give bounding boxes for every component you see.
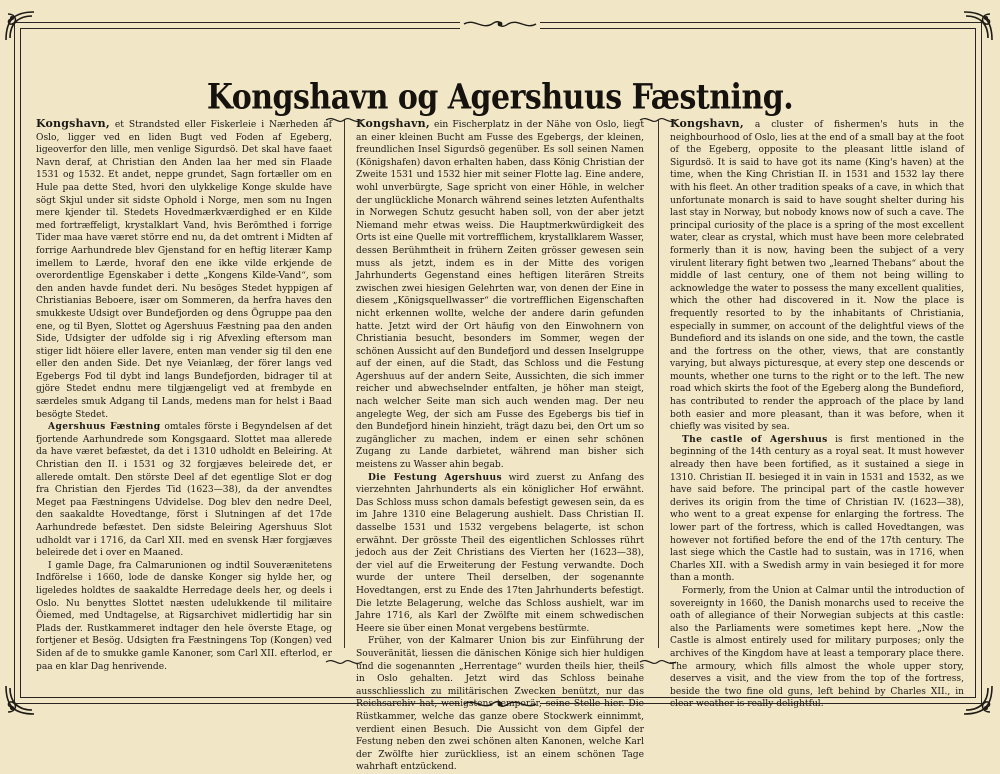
column-german	[356, 117, 644, 773]
column-english	[670, 117, 964, 710]
paragraph-text: I gamle Dage, fra Calmarunionen og indtil Souverænitetens Indförelse i 1660, lode de danske Konger sig hylde her, og ligeledes holdtes de saakaldte Herredage deels her, og deels i Oslo. Nu benyttes Slottet næsten udelukkende til militaire Öiemed, med Undtagelse, at Rigsarchivet midlertidig har sin Plads der. Rustkammeret indtager den hele överste Etage, og fortjener et Besög. Udsigten fra Fæstningens Top (Kongen) ved Siden af de to smukke gamle Kanoner, som Carl XII. efterlod, er paa en klar Dag henrivende.	[36, 560, 332, 672]
paragraph-lead: Kongshavn,	[356, 117, 430, 130]
paragraph-text: Formerly, from the Union at Calmar until the introduction of sovereignty in 1660, the Danish monarchs used to receive the oath of allegiance of their Norwegian subjects at this castle: also the Parliaments were sometimes kept here. „Now the Castle is almost entirely used for military purposes; only the archives of the Kingdom have at least a temporary place there. The armoury, which fills almost the whole upper story, deserves a visit, and the view from the top of the fortress, beside the two fine old guns, left behind by Charles XII., in clear weather is really delightful.	[670, 585, 964, 710]
paragraph-history	[356, 635, 644, 774]
paragraph-kongshavn	[356, 118, 644, 472]
corner-ornament-icon	[2, 8, 38, 44]
paragraph-lead: The castle of Agershuus	[682, 433, 828, 445]
paragraph-text: wird zuerst zu Anfang des vierzehnten Jahrhunderts als ein königlicher Hof erwähnt. Das Schloss muss schon damals befestigt gewesen sein, da es im Jahre 1310 eine Belagerung aushielt. Dass Christian II. dasselbe 1531 und 1532 vergebens belagerte, ist schon erwähnt. Der grösste Theil des eigentlichen Schlosses rührt jedoch aus der Zeit Christians des Vierten her (1623—38), der viel auf die Erweiterung der Festung verwandte. Doch wurde der untere Theil derselben, der sogenannte Hovedtangen, erst zu Ende des 17ten Jahrhunderts befestigt. Die letzte Belagerung, welche das Schloss aushielt, war im Jahre 1716, als Karl der Zwölfte mit einem schwedischen Heere sie über einen Monat vergebens bestürmte.	[356, 472, 644, 634]
paragraph-text: et Strandsted eller Fiskerleie i Nærheden af Oslo, ligger ved en liden Bugt ved Foden af Egeberg, ligeoverfor den lille, men venlige Sigurdsö. Det skal have faaet Navn deraf, at Christian den Anden laa her med sin Flaade 1531 og 1532. Et andet, neppe grundet, Sagn fortæller om en Hule paa dette Sted, hvori den ulykkelige Konge skulde have sögt Skjul under sit sidste Ophold i Norge, men som nu Ingen mere kjender til. Stedets Hovedmærkværdighed er en Kilde med fortræffeligt, krystalklart Vand, hvis Berömthed i forrige Tider maa have været större end nu, da det omtrent i Midten af forrige Aarhundrede blev Gjenstand for en heftig literær Kamp imellem to Lærde, hvoraf den ene ikke vilde erkjende de overordentlige Egenskaber i dette „Kongens Kilde-Vand“, som den anden havde fundet deri. Nu besöges Stedet hyppigen af Christianias Beboere, især om Sommeren, da herfra haves den smukkeste Udsigt over Bundefjorden og dens Ögruppe paa den ene, og til Byen, Slottet og Agershuus Fæstning paa den anden Side, Udsigter der udfolde sig i rig Afvexling eftersom man stiger lidt höiere eller lavere, enten man vender sig til den ene eller den anden Side. Det nye Veianlæg, der förer langs ved Egebergs Fod til dybt ind langs Bundefjorden, bidrager til at gjöre Stedet endnu mere tilgjængeligt ved at frembyde en særdeles smuk Adgang til Lands, medens man for helst i Baad besögte Stedet.	[36, 120, 332, 420]
paragraph-lead: Kongshavn,	[670, 117, 744, 130]
column-danish	[36, 117, 332, 672]
paragraph-text: is first mentioned in the beginning of the 14th century as a royal seat. It must however already then have been fortified, as it sustained a siege in 1310. Christian II. besieged it in vain in 1531 and 1532, as we have said before. The principal part of the castle however derives its origin from the time of Christian IV. (1623—38), who went to a great expense for enlarging the fortress. The lower part of the fortress, which is called Hovedtangen, was however not fortified before the end of the 17th century. The last siege which the Castle had to sustain, was in 1716, when Charles XII. with a Swedish army in vain besieged it for more than a month.	[670, 434, 964, 584]
paragraph-lead: Die Festung Agershuus	[368, 471, 502, 483]
paragraph-lead: Agershuus Fæstning	[48, 421, 161, 433]
paragraph-history	[36, 560, 332, 673]
paragraph-lead: Kongshavn,	[36, 117, 110, 130]
paragraph-agershuus	[356, 472, 644, 636]
paragraph-text: ein Fischerplatz in der Nähe von Oslo, liegt an einer kleinen Bucht am Fusse des Egebergs, der kleinen, freundlichen Insel Sigurdsö gegenüber. Es soll seinen Namen (Königshafen) davon erhalten haben, dass König Christian der Zweite 1531 und 1532 hier mit seiner Flotte lag. Eine andere, wohl unverbürgte, Sage spricht von einer Höhle, in welcher der unglückliche Monarch während seines letzten Aufenthalts in Norwegen Schutz gesucht haben soll, von der aber jetzt Niemand mehr etwas weiss. Die Hauptmerkwürdigkeit des Orts ist eine Quelle mit vortrefflichem, krystallklarem Wasser, dessen Berühmtheit in frühern Zeiten grösser gewesen sein muss als jetzt, indem es in der Mitte des vorigen Jahrhunderts Gegenstand eines heftigen literären Streits zwischen zwei hiesigen Gelehrten war, von denen der Eine in diesem „Königsquellwasser“ die vortrefflichen Eigenschaften nicht erkennen wollte, welche der andere darin gefunden hatte. Jetzt wird der Ort häufig von den Einwohnern von Christiania besucht, besonders im Sommer, wegen der schönen Aussicht auf den Bundefjord und dessen Inselgruppe auf der einen, auf die Stadt, das Schloss und die Festung Agershuus auf der andern Seite, Aussichten, die sich immer reicher und abwechselnder entfalten, je höher man steigt, nach welcher Seite man sich auch wenden mag. Der neu angelegte Weg, der sich am Fusse des Egebergs bis tief in den Bundefjord hinein hinzieht, trägt dazu bei, den Ort um so zugänglicher zu machen, indem er einen sehr schönen Zugang zu Lande darbietet, während man bisher sich meistens zu Wasser ahin begab.	[356, 120, 644, 471]
page-title: Kongshavn og Agershuus Fæstning.	[206, 77, 794, 118]
paragraph-history	[670, 585, 964, 711]
paragraph-agershuus	[36, 421, 332, 560]
top-ornament-icon	[460, 16, 540, 30]
paragraph-kongshavn	[36, 118, 332, 421]
paragraph-text: a cluster of fishermen's huts in the neighbourhood of Oslo, lies at the end of a small bay at the foot of the Egeberg, opposite to the pleasant little island of Sigurdsö. It is said to have got its name (King's haven) at the time, when the King Christian II. in 1531 and 1532 lay there with his fleet. An other tradition speaks of a cave, in which that unfortunate monarch is said to have sought shelter during his last stay in Norway, but nobody knows now of such a cave. The principal curiosity of the place is a spring of the most excellent water, clear as crystal, which must have been more celebrated formerly than it is now, having been the subject of a very virulent literary fight betwen two „learned Thebans“ about the middle of last century, one of them not being willing to acknowledge the water to possess the many excellent qualities, which the other had discovered in it. Now the place is frequently resorted to by the inhabitants of Christiania, especially in summer, on account of the delightful views of the Bundefiord and its islands on one side, and the town, the castle and the fortress on the other, views, that are constantly varying, but always picturesque, at every step one descends or mounts, whether one turns to the right or to the left. The new road which skirts the foot of the Egeberg along the Bundefiord, has contributed to render the approach of the place by land both easier and more pleasant, than it was before, when it chiefly was visited by sea.	[670, 120, 964, 433]
column-divider	[344, 120, 345, 648]
paragraph-kongshavn	[670, 118, 964, 434]
paragraph-text: omtales förste i Begyndelsen af det fjortende Aarhundrede som Kongsgaard. Slottet maa allerede da have været befæstet, da det i 1310 udholdt en Beleiring. At Christian den II. i 1531 og 32 forgjæves beleirede det, er allerede omtalt. Den störste Deel af det egentlige Slot er dog fra Christian den Fjerdes Tid (1623—38), da der anvendtes Meget paa Fæstningens Udvidelse. Dog blev den nedre Deel, den saakaldte Hovedtange, först i Slutningen af det 17de Aarhundrede befæstet. Den sidste Beleiring Agershuus Slot udholdt var i 1716, da Carl XII. med en svensk Hær forgjæves beleirede det i over en Maaned.	[36, 422, 332, 559]
paragraph-text: Früher, von der Kalmarer Union bis zur Einführung der Souveränität, liessen die dänischen Könige sich hier huldigen und die sogenannten „Herrentage“ wurden theils hier, theils in Oslo gehalten. Jetzt wird das Schloss beinahe ausschliesslich zu militärischen Zwecken benützt, nur das Reichsarchiv hat, wenigstens temporär, seine Stelle hier. Die Rüstkammer, welche das ganze obere Stockwerk einnimmt, verdient einen Besuch. Die Aussicht von dem Gipfel der Festung neben den zwei schönen alten Kanonen, welche Karl der Zwölfte hier zurückliess, ist an einem schönen Tage wahrhaft entzückend.	[356, 636, 644, 773]
corner-ornament-icon	[960, 8, 996, 44]
corner-ornament-icon	[960, 682, 996, 718]
paragraph-agershuus	[670, 434, 964, 585]
column-divider	[658, 120, 659, 648]
corner-ornament-icon	[2, 682, 38, 718]
